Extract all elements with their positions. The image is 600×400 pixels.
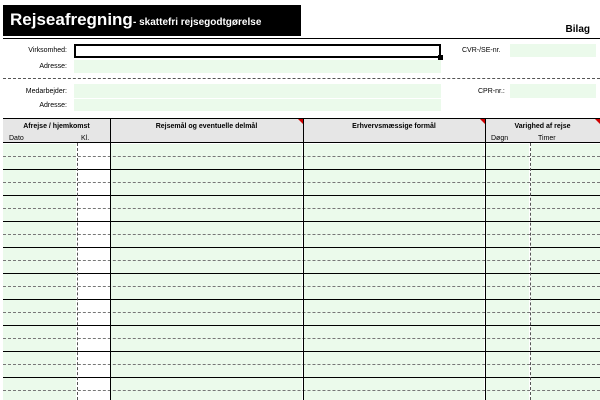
col-header-formaal — [303, 119, 485, 143]
table-cell[interactable] — [486, 170, 529, 196]
table-cell[interactable] — [486, 378, 529, 400]
col-header-afrejse — [3, 119, 110, 143]
section-divider-mid — [3, 78, 600, 79]
row-subdivider — [3, 156, 600, 157]
row-subdivider — [3, 338, 600, 339]
table-row — [3, 144, 600, 170]
table-cell[interactable] — [3, 378, 76, 400]
col-sub-doegn: Døgn — [491, 135, 509, 142]
table-cell[interactable] — [531, 378, 600, 400]
table-cell[interactable] — [304, 352, 484, 378]
row-subdivider — [3, 312, 600, 313]
col-header-rejsemaal — [110, 119, 303, 143]
table-cell[interactable] — [486, 222, 529, 248]
table-cell[interactable] — [531, 300, 600, 326]
table-cell[interactable] — [531, 196, 600, 222]
table-cell[interactable] — [531, 144, 600, 170]
table-cell[interactable] — [3, 352, 76, 378]
adresse-label-company: Adresse: — [39, 63, 67, 70]
col-sub-kl: Kl. — [81, 135, 90, 142]
table-cell[interactable] — [531, 352, 600, 378]
table-cell[interactable] — [304, 274, 484, 300]
virksomhed-field[interactable] — [74, 44, 441, 58]
cvr-label: CVR-/SE-nr. — [462, 47, 501, 54]
table-cell[interactable] — [486, 326, 529, 352]
table-cell[interactable] — [531, 170, 600, 196]
company-adresse-field[interactable] — [74, 60, 441, 73]
row-subdivider — [3, 286, 600, 287]
table-row — [3, 222, 600, 248]
row-subdivider — [3, 208, 600, 209]
row-subdivider — [3, 182, 600, 183]
table-cell[interactable] — [531, 222, 600, 248]
table-cell[interactable] — [111, 326, 302, 352]
col-header-varighed — [485, 119, 600, 143]
table-cell[interactable] — [531, 326, 600, 352]
table-row — [3, 196, 600, 222]
col-header-rejsemaal-label: Rejsemål og eventuelle delmål — [155, 123, 258, 130]
medarbejder-field[interactable] — [74, 84, 441, 98]
table-cell[interactable] — [531, 274, 600, 300]
table-cell[interactable] — [486, 248, 529, 274]
table-cell[interactable] — [304, 222, 484, 248]
comment-marker[interactable] — [595, 119, 600, 124]
table-cell[interactable] — [486, 352, 529, 378]
employee-adresse-field[interactable] — [74, 99, 441, 111]
table-cell[interactable] — [486, 274, 529, 300]
col-divider — [485, 119, 486, 400]
table-cell[interactable] — [111, 274, 302, 300]
table-cell[interactable] — [304, 170, 484, 196]
adresse-label-employee: Adresse: — [39, 102, 67, 109]
table-cell[interactable] — [304, 144, 484, 170]
table-row — [3, 170, 600, 196]
table-cell[interactable] — [304, 196, 484, 222]
table-cell[interactable] — [304, 326, 484, 352]
table-row — [3, 326, 600, 352]
table-cell[interactable] — [3, 222, 76, 248]
table-cell[interactable] — [111, 300, 302, 326]
medarbejder-label: Medarbejder: — [25, 88, 67, 95]
table-cell[interactable] — [304, 300, 484, 326]
table-cell[interactable] — [111, 248, 302, 274]
table-row — [3, 300, 600, 326]
table-cell[interactable] — [3, 196, 76, 222]
table-cell[interactable] — [531, 248, 600, 274]
cpr-label: CPR-nr.: — [478, 88, 505, 95]
table-cell[interactable] — [486, 300, 529, 326]
col-subdivider — [530, 143, 531, 400]
table-row — [3, 274, 600, 300]
page-subtitle: - skattefri rejsegodtgørelse — [133, 17, 262, 28]
col-divider — [303, 119, 304, 400]
table-cell[interactable] — [111, 170, 302, 196]
table-cell[interactable] — [111, 378, 302, 400]
col-sub-timer: Timer — [538, 135, 556, 142]
section-divider-top — [3, 38, 600, 39]
travel-table — [3, 118, 600, 400]
row-subdivider — [3, 260, 600, 261]
row-subdivider — [3, 234, 600, 235]
col-subdivider — [77, 143, 78, 400]
table-body — [3, 144, 600, 400]
table-cell[interactable] — [3, 274, 76, 300]
cvr-field[interactable] — [510, 44, 596, 57]
title-banner — [3, 5, 301, 36]
table-cell[interactable] — [3, 170, 76, 196]
table-cell[interactable] — [486, 196, 529, 222]
col-header-varighed-label: Varighed af rejse — [514, 123, 571, 130]
table-row — [3, 378, 600, 400]
table-cell[interactable] — [304, 248, 484, 274]
table-cell[interactable] — [3, 144, 76, 170]
table-cell[interactable] — [111, 196, 302, 222]
row-subdivider — [3, 390, 600, 391]
table-cell[interactable] — [111, 222, 302, 248]
row-subdivider — [3, 364, 600, 365]
table-cell[interactable] — [111, 352, 302, 378]
table-cell[interactable] — [304, 378, 484, 400]
table-row — [3, 352, 600, 378]
bilag-label: Bilag — [565, 24, 590, 35]
table-cell[interactable] — [3, 300, 76, 326]
col-header-formaal-label: Erhvervsmæssige formål — [352, 123, 436, 130]
cpr-field[interactable] — [510, 84, 596, 98]
table-cell[interactable] — [3, 326, 76, 352]
table-cell[interactable] — [486, 144, 529, 170]
col-header-afrejse-label: Afrejse / hjemkomst — [23, 123, 90, 130]
table-cell[interactable] — [3, 248, 76, 274]
col-divider — [110, 119, 111, 400]
table-row — [3, 248, 600, 274]
table-cell[interactable] — [111, 144, 302, 170]
page-title: Rejseafregning — [10, 10, 133, 29]
col-sub-dato: Dato — [9, 135, 24, 142]
virksomhed-label: Virksomhed: — [28, 47, 67, 54]
